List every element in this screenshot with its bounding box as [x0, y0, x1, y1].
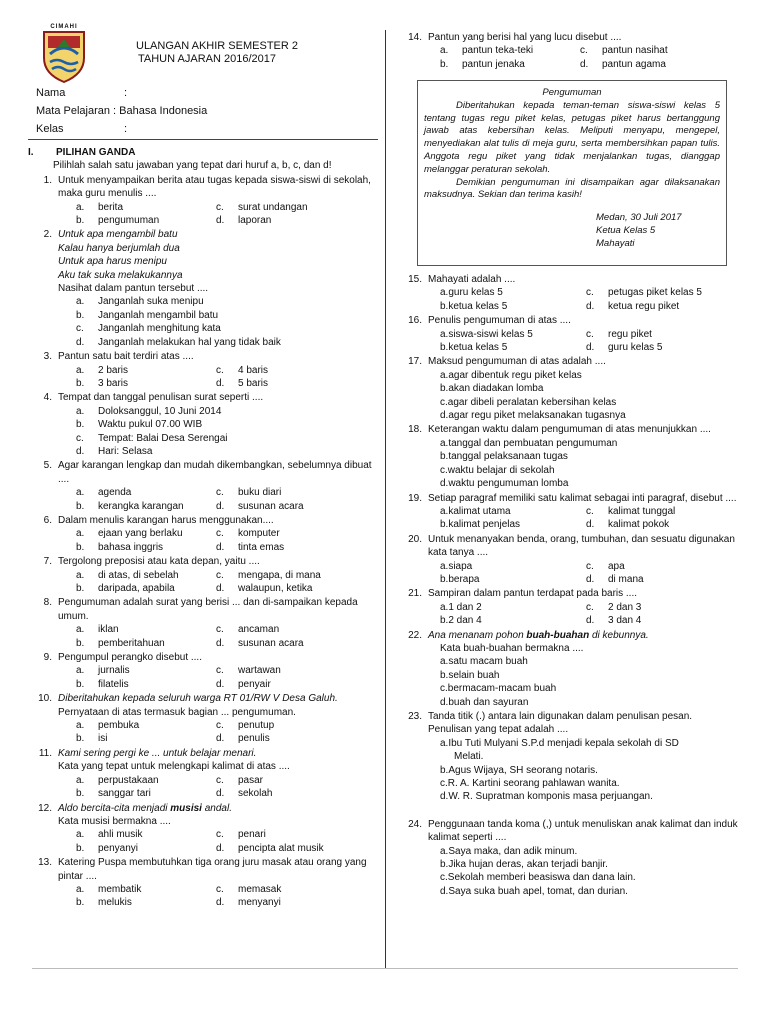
cimahi-logo	[40, 24, 88, 84]
question-15: 15. Mahayati adalah ....	[408, 274, 516, 285]
question-4-options: a. Doloksanggul, 10 Juni 2014 b. Waktu pukul 07.00 WIB c. Tempat: Balai Desa Serengai d. Hari: Selasa	[76, 405, 228, 457]
question-8-options: a. iklan c. ancaman b. pemberitahuan d. susunan acara	[76, 624, 304, 649]
question-24-options: a.Saya maka, dan adik minum. b.Jika hujan deras, akan terjadi banjir. c.Sekolah memberi beasiswa dan dana lain. d.Saya suka buah apel, tomat, dan durian.	[440, 845, 636, 897]
question-6: 6. Dalam menulis karangan harus menggunakan....	[43, 514, 274, 526]
class-label: Kelas	[36, 123, 64, 135]
logo-text: CIMAHI	[50, 24, 78, 30]
question-stem: Pernyataan di atas termasuk bagian ... pengumuman.	[58, 706, 296, 718]
question-13-options: a. membatik c. memasak b. melukis d. menyanyi	[76, 883, 282, 909]
announcement-body: Diberitahukan kepada teman-teman siswa-siswi kelas 5 tentang tugas regu piket kelas, petugas piket harus bertanggung jawab atas kebersihan kelas. Meliputi menyapu, mengepel, menyediakan alat tulis di meja guru, serta membersihkan papan tulis. Anggota regu piket yang tidak menjalankan tugas, dianggap melanggar peraturan sekolah.	[424, 99, 720, 175]
question-5-options: a. agenda c. buku diari b. kerangka karangan d. susunan acara	[76, 487, 304, 512]
question-stem: Kata yang tepat untuk melengkapi kalimat di atas ....	[58, 761, 290, 773]
question-11-options: a. perpustakaan c. pasar b. sanggar tari d. sekolah	[76, 774, 273, 800]
question-21-options: a.1 dan 2 c. 2 dan 3 b.2 dan 4 d. 3 dan 4	[440, 601, 642, 627]
question-14-options: a. pantun teka-teki c. pantun nasihat b. pantun jenaka d. pantun agama	[440, 45, 668, 70]
question-16-options: a.siswa-siswi kelas 5 c. regu piket b.ketua kelas 5 d. guru kelas 5	[440, 328, 663, 354]
option-d: d. Janganlah melakukan hal yang tidak baik	[76, 336, 281, 348]
question-18: 18. Keterangan waktu dalam pengumuman di atas menunjukkan ....	[408, 424, 711, 436]
option-a: a. berita	[76, 201, 124, 213]
question-5: 5. Agar karangan lengkap dan mudah dikembangkan, sebelumnya dibuat ....	[43, 460, 372, 485]
question-3-options: a. 2 baris c. 4 baris b. 3 baris d. 5 baris	[76, 364, 269, 389]
question-10: 10. Diberitahukan kepada seluruh warga RT 01/RW V Desa Galuh.	[38, 693, 338, 705]
question-16: 16. Penulis pengumuman di atas ....	[408, 315, 571, 327]
title-line-2: TAHUN AJARAN 2016/2017	[138, 53, 276, 65]
question-10-options: a. pembuka c. penutup b. isi d. penulis	[76, 720, 275, 745]
announcement-signature: Medan, 30 Juli 2017 Ketua Kelas 5 Mahayati	[596, 212, 682, 249]
question-stem: Kata musisi bermakna ....	[58, 815, 171, 827]
question-11: 11. Kami sering pergi ke ... untuk belajar menari.	[38, 747, 257, 759]
question-23: 23. Tanda titik (.) antara lain digunakan dalam penulisan pesan. Penulisan yang tepat adalah ....	[408, 711, 693, 736]
question-15-options: a.guru kelas 5 c. petugas piket kelas 5 b.ketua kelas 5 d. ketua regu piket	[440, 287, 702, 312]
question-20: 20. Untuk menanyakan benda, orang, tumbuhan, dan sesuatu digunakan kata tanya ....	[408, 533, 735, 559]
question-7: 7. Tergolong preposisi atau kata depan, yaitu ....	[43, 556, 260, 568]
announcement-closing: Demikian pengumuman ini disampaikan agar dilaksanakan maksudnya. Sekian dan terima kasih!	[424, 176, 720, 201]
class-value: :	[124, 123, 128, 135]
option-c: c. surat undangan	[216, 201, 308, 213]
name-label: Nama	[36, 87, 66, 99]
pantun-verse: Untuk apa mengambil batu Kalau hanya berjumlah dua Untuk apa harus menipu Aku tak suka melakukannya	[58, 229, 183, 281]
announcement-box	[417, 80, 727, 266]
name-value: :	[124, 87, 128, 99]
subject-value: Bahasa Indonesia	[119, 105, 208, 117]
question-12-options: a. ahli musik c. penari b. penyanyi d. pencipta alat musik	[76, 829, 324, 854]
question-number: 1.	[43, 174, 52, 186]
question-text: Untuk menyampaikan berita atau tugas kepada siswa-siswi di sekolah, maka guru menulis ....	[58, 174, 371, 200]
question-22-options: Kata buah-buahan bermakna .... a.satu macam buah b.selain buah c.bermacam-macam buah d.buah dan sayuran	[440, 642, 584, 708]
section-heading	[28, 146, 378, 159]
title-line-1: ULANGAN AKHIR SEMESTER 2	[136, 40, 298, 52]
question-19-options: a.kalimat utama c. kalimat tunggal b.kalimat penjelas d. kalimat pokok	[440, 505, 676, 531]
question-24: 24. Penggunaan tanda koma (,) untuk menuliskan anak kalimat dan induk kalimat seperti ....	[408, 818, 738, 844]
question-9-options: a. jurnalis c. wartawan b. filatelis d. penyair	[76, 665, 281, 690]
question-number: 2.	[43, 229, 52, 241]
questions-15-16	[398, 272, 738, 898]
question-9: 9. Pengumpul perangko disebut ....	[43, 652, 202, 664]
left-column	[28, 146, 378, 910]
info-row-subject	[36, 102, 207, 120]
question-1	[28, 174, 378, 201]
question-13: 13. Katering Puspa membutuhkan tiga orang juru masak atau orang yang pintar ....	[38, 857, 367, 882]
question-4: 4. Tempat dan tanggal penulisan surat seperti ....	[43, 392, 264, 404]
question-14: 14. Pantun yang berisi hal yang lucu disebut .... a. pantun teka-teki c. pantun nasihat b. pantun jenaka d. pantun agama	[398, 30, 738, 71]
question-23-options: a.Ibu Tuti Mulyani S.P.d menjadi kepala sekolah di SD Melati. b.Agus Wijaya, SH seorang notaris. c.R. A. Kartini seorang pahlawan wanita. d.W. R. Supratman komponis masa perjuangan.	[440, 737, 679, 803]
option-a: a. Janganlah suka menipu	[76, 296, 204, 308]
question-19: 19. Setiap paragraf memiliki satu kalimat sebagai inti paragraf, disebut ....	[408, 492, 737, 504]
question-stem: Nasihat dalam pantun tersebut ....	[58, 283, 209, 295]
section-instruction: Pilihlah salah satu jawaban yang tepat dari huruf a, b, c, dan d!	[53, 160, 332, 172]
question-21: 21. Sampiran dalam pantun terdapat pada baris ....	[408, 588, 638, 600]
question-3: 3. Pantun satu bait terdiri atas ....	[43, 351, 194, 363]
bottom-rule	[32, 968, 738, 969]
exam-title	[136, 40, 316, 66]
question-8: 8. Pengumuman adalah surat yang berisi ... dan di-sampaikan kepada umum.	[43, 597, 358, 622]
header-divider	[28, 139, 378, 140]
question-6-options: a. ejaan yang berlaku c. komputer b. bahasa inggris d. tinta emas	[76, 528, 285, 553]
question-20-options: a.siapa c. apa b.berapa d. di mana	[440, 560, 644, 585]
question-2	[28, 228, 378, 282]
info-row-class	[36, 120, 207, 138]
column-divider	[385, 30, 386, 968]
option-b: b. pengumuman	[76, 215, 160, 227]
question-1-options	[28, 201, 378, 228]
option-d: d. laporan	[216, 215, 272, 227]
option-c: c. Janganlah menghitung kata	[76, 323, 221, 335]
subject-label: Mata Pelajaran :	[36, 105, 117, 117]
student-info	[36, 84, 207, 138]
section-number: I.	[28, 147, 34, 158]
info-row-name	[36, 84, 207, 102]
announcement-title: Pengumuman	[542, 87, 602, 98]
question-18-options: a.tanggal dan pembuatan pengumuman b.tanggal pelaksanaan tugas c.waktu belajar di sekolah d.waktu pengumuman lomba	[440, 437, 618, 490]
question-7-options: a. di atas, di sebelah c. mengapa, di mana b. daripada, apabila d. walaupun, ketika	[76, 569, 321, 594]
question-22: 22. Ana menanam pohon buah-buahan di kebunnya.	[408, 629, 649, 641]
option-b: b. Janganlah mengambil batu	[76, 309, 219, 321]
section-title: PILIHAN GANDA	[56, 147, 136, 158]
question-17-options: a.agar dibentuk regu piket kelas b.akan diadakan lomba c.agar dibeli peralatan kebersihan kelas d.agar regu piket melaksanakan tugasnya	[440, 369, 626, 422]
question-12: 12. Aldo bercita-cita menjadi musisi andal.	[38, 802, 232, 814]
question-2-options	[28, 295, 378, 349]
question-17: 17. Maksud pengumuman di atas adalah ....	[408, 356, 606, 368]
